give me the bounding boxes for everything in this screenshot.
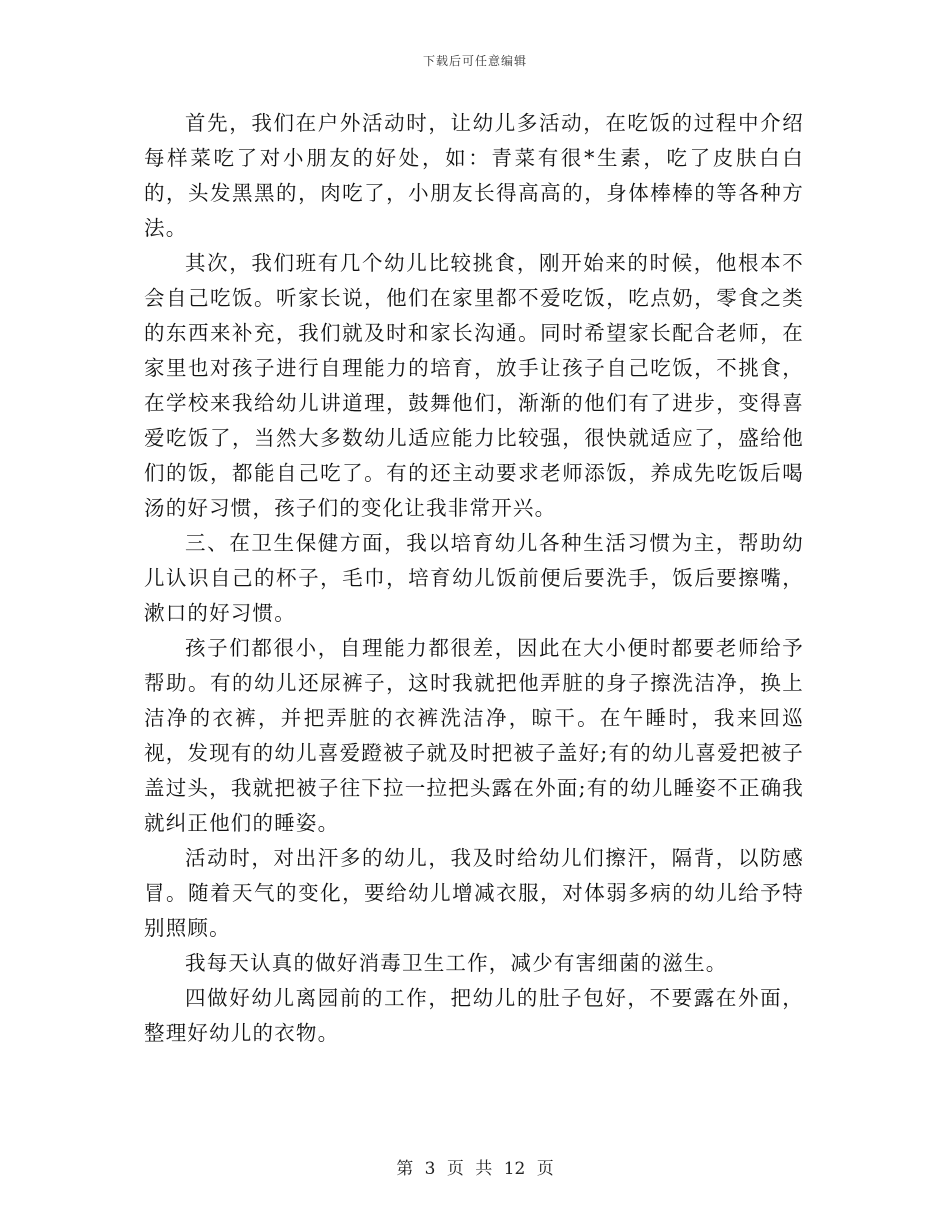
- paragraph-2: 其次，我们班有几个幼儿比较挑食，刚开始来的时候，他根本不会自己吃饭。听家长说，他们在家里都不爱吃饭，吃点奶，零食之类的东西来补充，我们就及时和家长沟通。同时希望家长配合老师，在家里也对孩子进行自理能力的培育，放手让孩子自己吃饭，不挑食，在学校来我给幼儿讲道理，鼓舞他们，渐渐的他们有了进步，变得喜爱吃饭了，当然大多数幼儿适应能力比较强，很快就适应了，盛给他们的饭，都能自己吃了。有的还主动要求老师添饭，养成先吃饭后喝汤的好习惯，孩子们的变化让我非常开兴。: [144, 251, 804, 520]
- paragraph-3: 三、在卫生保健方面，我以培育幼儿各种生活习惯为主，帮助幼儿认识自己的杯子，毛巾，培育幼儿饭前便后要洗手，饭后要擦嘴，漱口的好习惯。: [144, 531, 804, 625]
- paragraph-7: 四做好幼儿离园前的工作，把幼儿的肚子包好，不要露在外面，整理好幼儿的衣物。: [144, 986, 804, 1045]
- paragraph-6: 我每天认真的做好消毒卫生工作，减少有害细菌的滋生。: [185, 951, 728, 975]
- paragraph-1: 首先，我们在户外活动时，让幼儿多活动，在吃饭的过程中介绍每样菜吃了对小朋友的好处，如：青菜有很*生素，吃了皮肤白白的，头发黑黑的，肉吃了，小朋友长得高高的，身体棒棒的等各种方法。: [144, 111, 804, 240]
- page-number: 第 3 页 共 12 页: [396, 1159, 554, 1179]
- header-note: 下载后可任意编辑: [422, 54, 527, 68]
- paragraph-5: 活动时，对出汗多的幼儿，我及时给幼儿们擦汗，隔背，以防感冒。随着天气的变化，要给幼儿增减衣服，对体弱多病的幼儿给予特别照顾。: [144, 846, 804, 940]
- paragraph-4: 孩子们都很小，自理能力都很差，因此在大小便时都要老师给予帮助。有的幼儿还尿裤子，这时我就把他弄脏的身子擦洗洁净，换上洁净的衣裤，并把弄脏的衣裤洗洁净，晾干。在午睡时，我来回巡视，发现有的幼儿喜爱蹬被子就及时把被子盖好;有的幼儿喜爱把被子盖过头，我就把被子往下拉一拉把头露在外面;有的幼儿睡姿不正确我就纠正他们的睡姿。: [144, 636, 804, 835]
- document-body: [144, 106, 804, 1051]
